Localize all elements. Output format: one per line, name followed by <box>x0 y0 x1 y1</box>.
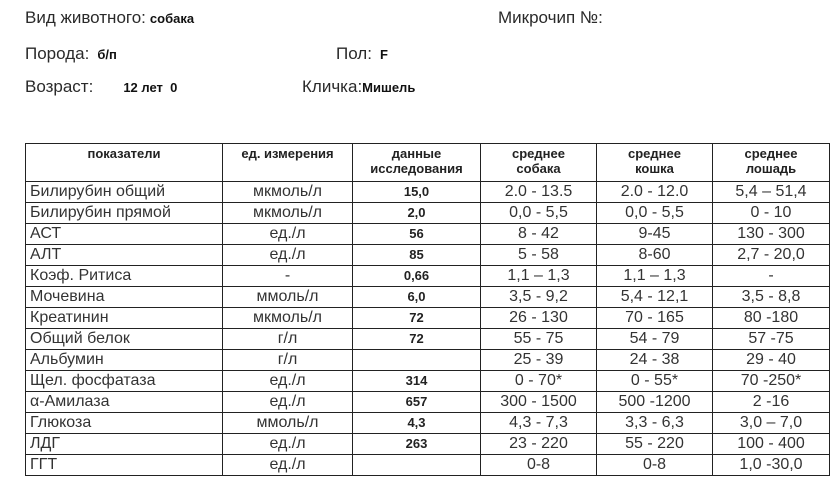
horse-reference-cell: 29 - 40 <box>713 350 830 371</box>
col-header-cat: среднее кошка <box>597 144 713 182</box>
indicator-name: Креатинин <box>26 308 223 329</box>
biochemistry-table <box>25 143 830 476</box>
horse-reference-cell: 1,0 -30,0 <box>713 455 830 476</box>
horse-reference-cell: 57 -75 <box>713 329 830 350</box>
cat-reference-cell: 24 - 38 <box>597 350 713 371</box>
unit-cell: ммоль/л <box>223 287 353 308</box>
horse-reference-cell: 3,0 – 7,0 <box>713 413 830 434</box>
table-row <box>26 329 830 350</box>
cat-reference-cell: 8-60 <box>597 245 713 266</box>
indicator-name: АСТ <box>26 224 223 245</box>
indicator-name: Глюкоза <box>26 413 223 434</box>
table-row <box>26 245 830 266</box>
cat-reference-cell: 500 -1200 <box>597 392 713 413</box>
unit-cell: мкмоль/л <box>223 203 353 224</box>
breed-value: б/п <box>97 47 117 62</box>
indicator-name: Билирубин общий <box>26 182 223 203</box>
table-row <box>26 182 830 203</box>
dog-reference-cell: 23 - 220 <box>481 434 597 455</box>
result-cell: 72 <box>353 329 481 350</box>
horse-reference-cell: 130 - 300 <box>713 224 830 245</box>
result-cell: 314 <box>353 371 481 392</box>
indicator-name: Щел. фосфатаза <box>26 371 223 392</box>
cat-reference-cell: 5,4 - 12,1 <box>597 287 713 308</box>
unit-cell: ед./л <box>223 224 353 245</box>
col-header-result: данные исследования <box>353 144 481 182</box>
microchip-label: Микрочип №: <box>498 8 603 27</box>
result-cell <box>353 455 481 476</box>
dog-reference-cell: 1,1 – 1,3 <box>481 266 597 287</box>
indicator-name: Мочевина <box>26 287 223 308</box>
cat-reference-cell: 70 - 165 <box>597 308 713 329</box>
indicator-name: Билирубин прямой <box>26 203 223 224</box>
indicator-name: ГГТ <box>26 455 223 476</box>
unit-cell: мкмоль/л <box>223 308 353 329</box>
species-label: Вид животного: <box>25 8 146 27</box>
table-row <box>26 203 830 224</box>
dog-reference-cell: 3,5 - 9,2 <box>481 287 597 308</box>
table-row <box>26 350 830 371</box>
dog-reference-cell: 25 - 39 <box>481 350 597 371</box>
cat-reference-cell: 3,3 - 6,3 <box>597 413 713 434</box>
result-cell: 4,3 <box>353 413 481 434</box>
unit-cell: мкмоль/л <box>223 182 353 203</box>
result-cell: 85 <box>353 245 481 266</box>
cat-reference-cell: 0-8 <box>597 455 713 476</box>
horse-reference-cell: 0 - 10 <box>713 203 830 224</box>
indicator-name: ЛДГ <box>26 434 223 455</box>
sex-label: Пол: <box>336 44 372 63</box>
result-cell: 657 <box>353 392 481 413</box>
unit-cell: ед./л <box>223 392 353 413</box>
result-cell: 72 <box>353 308 481 329</box>
col-header-indicator: показатели <box>26 144 223 182</box>
breed-label: Порода: <box>25 44 90 63</box>
result-cell: 0,66 <box>353 266 481 287</box>
cat-reference-cell: 0,0 - 5,5 <box>597 203 713 224</box>
result-cell: 15,0 <box>353 182 481 203</box>
horse-reference-cell: 3,5 - 8,8 <box>713 287 830 308</box>
cat-reference-cell: 0 - 55* <box>597 371 713 392</box>
col-header-unit: ед. измерения <box>223 144 353 182</box>
table-row <box>26 413 830 434</box>
indicator-name: Альбумин <box>26 350 223 371</box>
sex-field <box>336 44 388 64</box>
species-field <box>25 8 194 28</box>
table-header-row <box>26 144 830 182</box>
horse-reference-cell: 2,7 - 20,0 <box>713 245 830 266</box>
horse-reference-cell: 70 -250* <box>713 371 830 392</box>
indicator-name: АЛТ <box>26 245 223 266</box>
dog-reference-cell: 5 - 58 <box>481 245 597 266</box>
horse-reference-cell: - <box>713 266 830 287</box>
microchip-field <box>498 8 607 28</box>
dog-reference-cell: 0,0 - 5,5 <box>481 203 597 224</box>
table-row <box>26 434 830 455</box>
indicator-name: α-Амилаза <box>26 392 223 413</box>
unit-cell: ед./л <box>223 245 353 266</box>
age-field <box>25 77 177 97</box>
table-row <box>26 224 830 245</box>
age-value: 12 лет 0 <box>123 80 178 95</box>
dog-reference-cell: 4,3 - 7,3 <box>481 413 597 434</box>
unit-cell: ед./л <box>223 371 353 392</box>
unit-cell: ммоль/л <box>223 413 353 434</box>
unit-cell: г/л <box>223 350 353 371</box>
table-row <box>26 455 830 476</box>
pet-name-label: Кличка: <box>302 77 363 96</box>
result-cell: 56 <box>353 224 481 245</box>
horse-reference-cell: 100 - 400 <box>713 434 830 455</box>
cat-reference-cell: 54 - 79 <box>597 329 713 350</box>
col-header-dog: среднее собака <box>481 144 597 182</box>
pet-name-value: Мишель <box>362 80 416 95</box>
unit-cell: ед./л <box>223 434 353 455</box>
pet-name-field <box>302 77 415 97</box>
table-row <box>26 308 830 329</box>
table-row <box>26 371 830 392</box>
species-value: собака <box>149 11 195 26</box>
dog-reference-cell: 2.0 - 13.5 <box>481 182 597 203</box>
age-label: Возраст: <box>25 77 94 96</box>
dog-reference-cell: 26 - 130 <box>481 308 597 329</box>
dog-reference-cell: 0 - 70* <box>481 371 597 392</box>
cat-reference-cell: 9-45 <box>597 224 713 245</box>
horse-reference-cell: 5,4 – 51,4 <box>713 182 830 203</box>
table-row <box>26 392 830 413</box>
result-cell <box>353 350 481 371</box>
sex-value: F <box>379 47 388 62</box>
breed-field <box>25 44 117 64</box>
result-cell: 6,0 <box>353 287 481 308</box>
horse-reference-cell: 80 -180 <box>713 308 830 329</box>
result-cell: 263 <box>353 434 481 455</box>
cat-reference-cell: 55 - 220 <box>597 434 713 455</box>
col-header-horse: среднее лошадь <box>713 144 830 182</box>
dog-reference-cell: 300 - 1500 <box>481 392 597 413</box>
table-row <box>26 287 830 308</box>
cat-reference-cell: 1,1 – 1,3 <box>597 266 713 287</box>
indicator-name: Общий белок <box>26 329 223 350</box>
dog-reference-cell: 0-8 <box>481 455 597 476</box>
unit-cell: - <box>223 266 353 287</box>
horse-reference-cell: 2 -16 <box>713 392 830 413</box>
dog-reference-cell: 8 - 42 <box>481 224 597 245</box>
table-row <box>26 266 830 287</box>
unit-cell: г/л <box>223 329 353 350</box>
dog-reference-cell: 55 - 75 <box>481 329 597 350</box>
indicator-name: Коэф. Ритиса <box>26 266 223 287</box>
cat-reference-cell: 2.0 - 12.0 <box>597 182 713 203</box>
result-cell: 2,0 <box>353 203 481 224</box>
unit-cell: ед./л <box>223 455 353 476</box>
